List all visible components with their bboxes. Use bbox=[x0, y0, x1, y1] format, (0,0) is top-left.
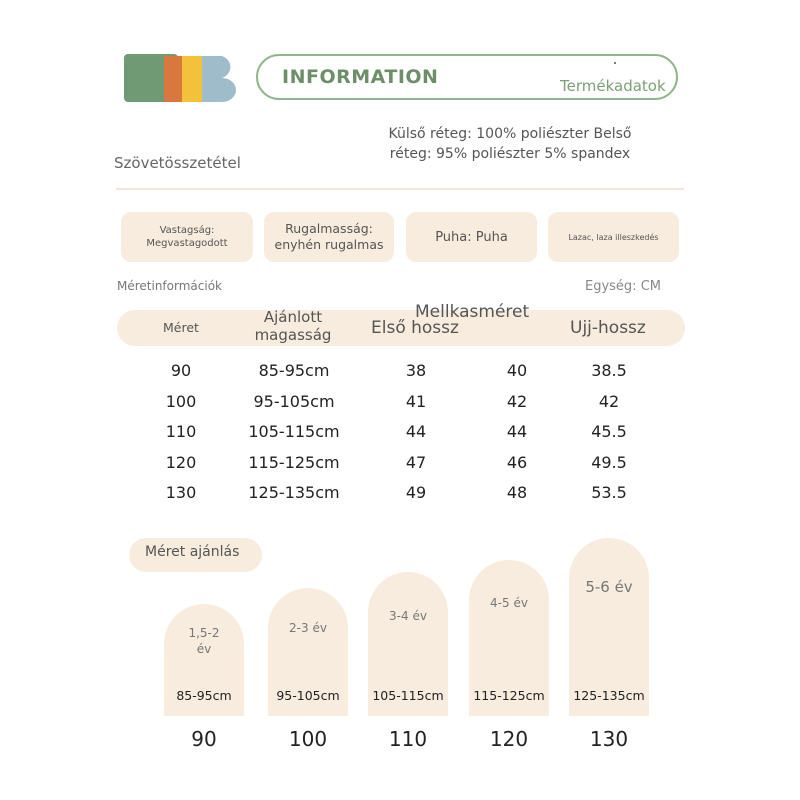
cell-sleeve-length: 38.5 bbox=[591, 361, 627, 380]
header-size: Méret bbox=[163, 320, 199, 335]
brand-logo bbox=[124, 54, 240, 102]
header-height bbox=[243, 308, 343, 344]
size-card-size: 110 bbox=[388, 727, 428, 751]
cell-chest: 40 bbox=[506, 361, 528, 380]
size-card-height: 85-95cm bbox=[176, 688, 232, 703]
size-card-age bbox=[469, 595, 549, 611]
cell-sleeve-length: 45.5 bbox=[591, 422, 627, 441]
section-divider bbox=[116, 188, 684, 190]
size-card-age-line1: 5-6 év bbox=[585, 578, 633, 596]
size-card-age bbox=[368, 608, 448, 624]
size-recommendation-label: Méret ajánlás bbox=[145, 544, 240, 560]
softness-tag: Puha: Puha bbox=[406, 212, 537, 262]
cell-height: 115-125cm bbox=[248, 452, 340, 472]
decorative-dot bbox=[614, 62, 616, 64]
product-info-subtitle: Termékadatok bbox=[560, 77, 666, 95]
elasticity-label: Rugalmasság: bbox=[285, 221, 373, 236]
cell-front-length: 41 bbox=[405, 391, 427, 411]
size-card-height: 95-105cm bbox=[276, 688, 340, 703]
fabric-line-2: réteg: 95% poliészter 5% spandex bbox=[389, 146, 631, 162]
cell-chest: 44 bbox=[506, 422, 528, 441]
cell-sleeve-length: 53.5 bbox=[591, 483, 627, 502]
header-sleeve-length: Ujj-hossz bbox=[570, 318, 646, 338]
size-info-label: Méretinformációk bbox=[117, 279, 222, 293]
fabric-label: Szövetösszetétel bbox=[114, 154, 241, 172]
cell-sleeve-length: 42 bbox=[598, 391, 620, 411]
cell-size: 90 bbox=[170, 361, 192, 380]
cell-size: 100 bbox=[165, 391, 197, 411]
unit-label: Egység: CM bbox=[585, 279, 661, 294]
thickness-label: Vastagság: bbox=[159, 225, 215, 236]
cell-sleeve-length: 49.5 bbox=[591, 452, 627, 472]
header-height-line1: Ajánlott bbox=[263, 308, 323, 326]
size-card-age-line1: 4-5 év bbox=[490, 596, 528, 610]
cell-front-length: 49 bbox=[405, 483, 427, 502]
cell-chest: 46 bbox=[506, 452, 528, 472]
size-card-age bbox=[268, 620, 348, 636]
cell-size: 110 bbox=[165, 422, 197, 441]
cell-front-length: 38 bbox=[405, 361, 427, 380]
size-card-age bbox=[164, 625, 244, 657]
fit-tag: Lazac, laza illeszkedés bbox=[548, 212, 679, 262]
header-front-length: Első hossz bbox=[371, 318, 459, 338]
cell-chest: 48 bbox=[506, 483, 528, 502]
elasticity-tag bbox=[264, 212, 394, 262]
information-title: INFORMATION bbox=[282, 66, 439, 88]
fabric-composition bbox=[360, 124, 660, 164]
cell-front-length: 47 bbox=[405, 452, 427, 472]
cell-size: 120 bbox=[165, 452, 197, 472]
cell-chest: 42 bbox=[506, 391, 528, 411]
size-card-age-line1: 2-3 év bbox=[289, 621, 327, 635]
fabric-line-1: Külső réteg: 100% poliészter Belső bbox=[388, 126, 632, 142]
size-card-size: 100 bbox=[288, 727, 328, 751]
cell-height: 85-95cm bbox=[258, 361, 330, 380]
size-card-size: 90 bbox=[191, 727, 217, 751]
header-chest: Mellkasméret bbox=[415, 302, 530, 322]
size-card-size: 130 bbox=[589, 727, 629, 751]
cell-front-length: 44 bbox=[405, 422, 427, 441]
size-card-height: 125-135cm bbox=[573, 688, 645, 703]
cell-height: 95-105cm bbox=[253, 391, 335, 411]
thickness-tag bbox=[121, 212, 253, 262]
size-card-height: 115-125cm bbox=[473, 688, 545, 703]
size-card-size: 120 bbox=[489, 727, 529, 751]
size-card-age bbox=[569, 578, 649, 597]
size-card-age-line2: év bbox=[196, 642, 212, 656]
size-card-age-line1: 1,5-2 bbox=[188, 626, 220, 640]
elasticity-value: enyhén rugalmas bbox=[274, 237, 384, 252]
cell-size: 130 bbox=[165, 483, 197, 502]
logo-block-blue bbox=[202, 56, 236, 102]
header-height-line2: magasság bbox=[254, 326, 332, 344]
size-card-age-line1: 3-4 év bbox=[389, 609, 427, 623]
size-card-height: 105-115cm bbox=[372, 688, 444, 703]
cell-height: 105-115cm bbox=[248, 422, 340, 441]
cell-height: 125-135cm bbox=[248, 483, 340, 502]
thickness-value: Megvastagodott bbox=[146, 238, 228, 249]
